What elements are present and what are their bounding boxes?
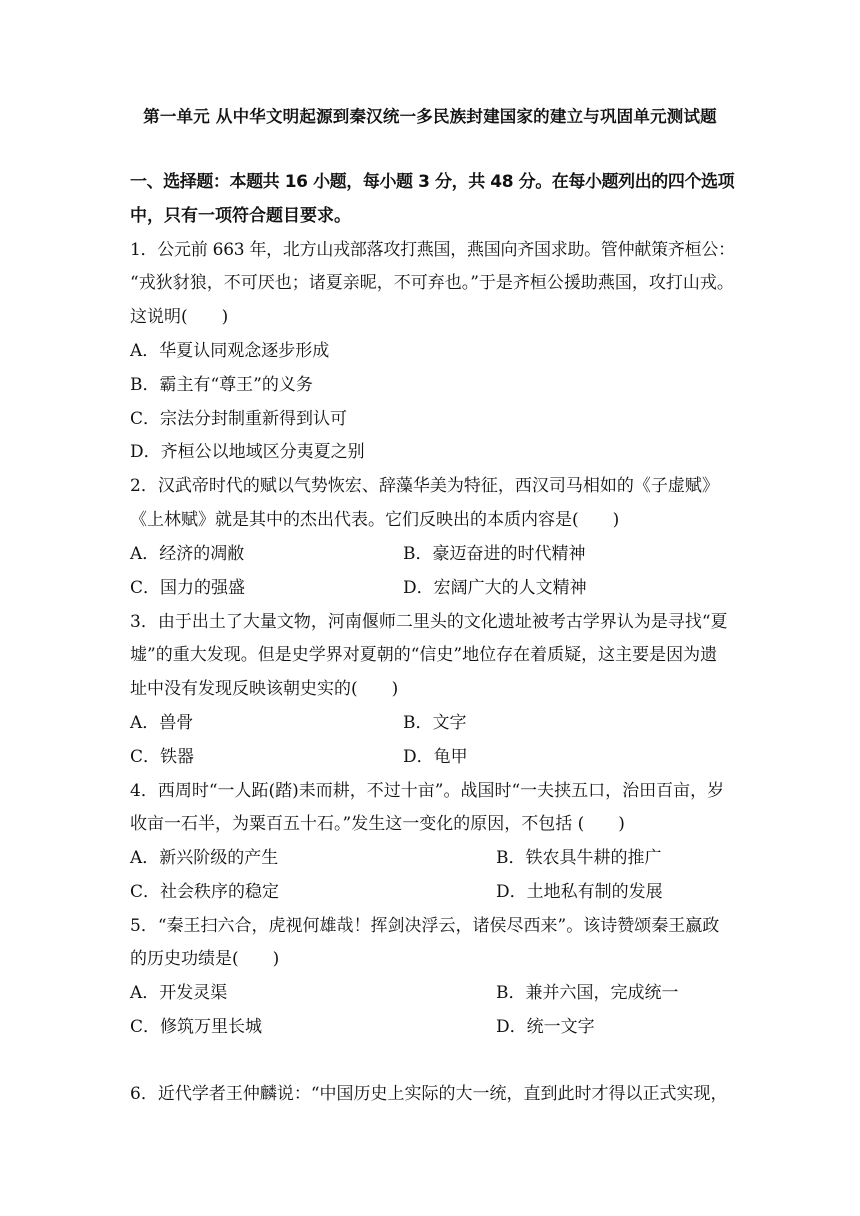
question-5-option-a: A．开发灵渠 [130, 983, 228, 1003]
question-2-line-2: 《上林赋》就是其中的杰出代表。它们反映出的本质内容是( ) [130, 510, 620, 530]
question-4-line-2: 收亩一石半，为粟百五十石。”发生这一变化的原因，不包括 ( ) [130, 814, 625, 834]
question-5-option-d: D．统一文字 [496, 1017, 595, 1037]
question-1-line-3: 这说明( ) [130, 307, 229, 327]
question-3-option-b: B．文字 [403, 713, 467, 733]
question-4-option-c: C．社会秩序的稳定 [130, 882, 280, 902]
question-2-option-a: A．经济的凋敝 [130, 544, 245, 564]
question-2-line-1: 2．汉武帝时代的赋以气势恢宏、辞藻华美为特征，西汉司马相如的《子虚赋》 [130, 476, 719, 496]
question-1-line-1: 1．公元前 663 年，北方山戎部落攻打燕国，燕国向齐国求助。管仲献策齐桓公： [130, 240, 735, 260]
question-4-option-d: D．土地私有制的发展 [496, 882, 663, 902]
question-3-option-a: A．兽骨 [130, 713, 194, 733]
question-3-option-c: C．铁器 [130, 747, 195, 767]
question-5-line-2: 的历史功绩是( ) [130, 949, 280, 969]
section-heading-line-2: 中，只有一项符合题目要求。 [130, 206, 351, 226]
question-1-option-c: C．宗法分封制重新得到认可 [130, 409, 348, 429]
question-4-line-1: 4．西周时“一人跖(踏)耒而耕，不过十亩”。战国时“一夫挟五口，治田百亩，岁 [130, 781, 725, 801]
question-5-line-1: 5．“秦王扫六合，虎视何雄哉！挥剑决浮云，诸侯尽西来”。该诗赞颂秦王嬴政 [130, 916, 720, 936]
question-4-option-b: B．铁农具牛耕的推广 [496, 848, 662, 868]
question-2-option-c: C．国力的强盛 [130, 578, 246, 598]
question-2-option-d: D．宏阔广大的人文精神 [403, 578, 587, 598]
page-title: 第一单元 从中华文明起源到秦汉统一多民族封建国家的建立与巩固单元测试题 [143, 107, 717, 126]
question-1-option-b: B．霸主有“尊王”的义务 [130, 375, 313, 395]
question-5-option-c: C．修筑万里长城 [130, 1017, 263, 1037]
question-1-line-2: “戎狄豺狼，不可厌也；诸夏亲昵，不可弃也。”于是齐桓公援助燕国，攻打山戎。 [130, 273, 734, 293]
question-3-line-2: 墟”的重大发现。但是史学界对夏朝的“信史”地位存在着质疑，这主要是因为遗 [130, 645, 718, 665]
question-4-option-a: A．新兴阶级的产生 [130, 848, 279, 868]
section-heading-line-1: 一、选择题：本题共 16 小题，每小题 3 分，共 48 分。在每小题列出的四个选项 [130, 172, 735, 192]
question-5-option-b: B．兼并六国，完成统一 [496, 983, 679, 1003]
question-3-line-1: 3．由于出土了大量文物，河南偃师二里头的文化遗址被考古学界认为是寻找“夏 [130, 612, 728, 632]
question-1-option-d: D．齐桓公以地域区分夷夏之别 [130, 442, 365, 462]
question-3-option-d: D．龟甲 [403, 747, 468, 767]
question-2-option-b: B．豪迈奋进的时代精神 [403, 544, 586, 564]
question-3-line-3: 址中没有发现反映该朝史实的( ) [130, 679, 399, 699]
question-1-option-a: A．华夏认同观念逐步形成 [130, 341, 330, 361]
question-6-line-1: 6．近代学者王仲麟说：“中国历史上实际的大一统，直到此时才得以正式实现， [130, 1084, 728, 1104]
